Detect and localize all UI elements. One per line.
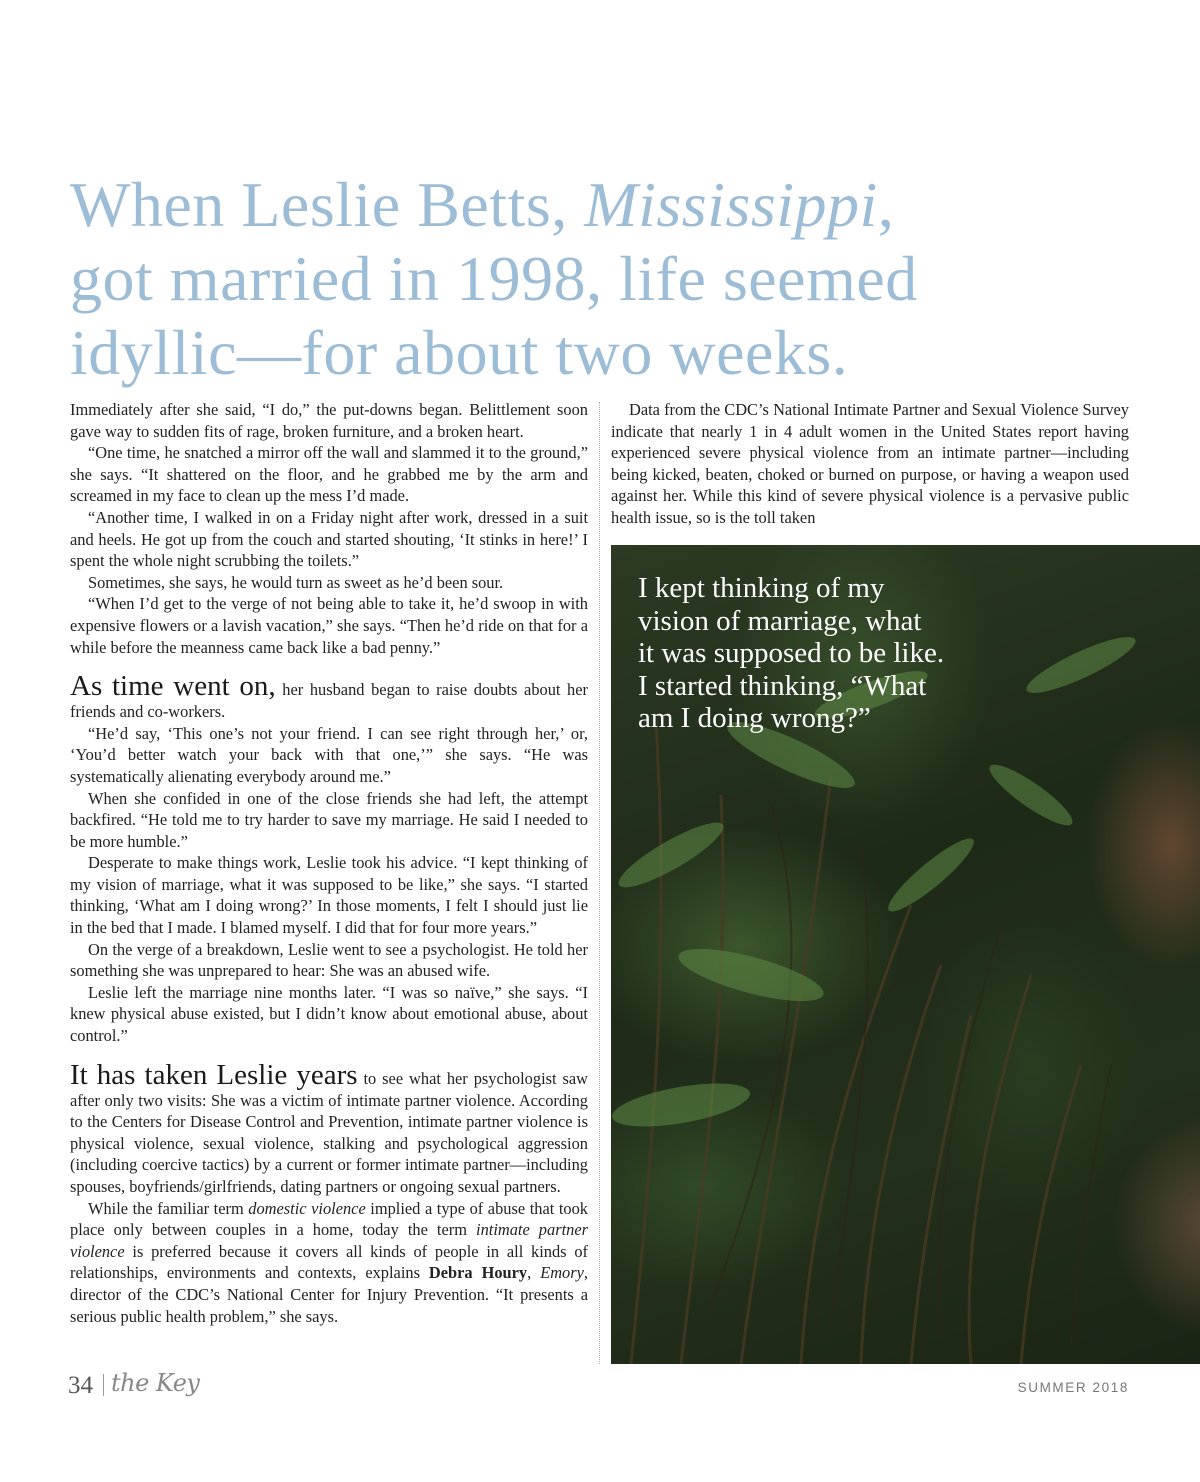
paragraph: Leslie left the marriage nine months later. “I was so naïve,” she says. “I knew physical abuse existed, but I didn’t know about emotional abuse, about control.”	[70, 982, 588, 1046]
paragraph: “When I’d get to the verge of not being able to take it, he’d swoop in with expensive flowers or a lavish vacation,” she says. “Then he’d ride on that for a while before the meanness came back like a bad penny.”	[70, 594, 588, 657]
headline-line-3: idyllic—for about two weeks.	[70, 317, 849, 388]
paragraph: When she confided in one of the close friends she had left, the attempt backfired. “He told me to try harder to save my marriage. He said I needed to be more humble.”	[70, 788, 588, 851]
right-column	[611, 399, 1129, 529]
paragraph: On the verge of a breakdown, Leslie went to see a psychologist. He told her something she was unprepared to hear: She was an abused wife.	[70, 939, 588, 981]
section-lead-paragraph: As time went on, her husband began to raise doubts about her friends and co-workers.	[70, 670, 588, 722]
headline-line-2: got married in 1998, life seemed	[70, 243, 918, 314]
section-lead-paragraph: It has taken Leslie years to see what her psychologist saw after only two visits: She was a victim of intimate partner violence. According to the Centers for Disease Control and Prevention, intimate partner violence is physical violence, sexual violence, stalking and psychological aggression (including coercive tactics) by a current or former intimate partner—including spouses, boyfriends/girlfriends, dating partners or ongoing sexual partners.	[70, 1058, 588, 1196]
affiliation: Emory	[540, 1263, 584, 1283]
paragraph: Data from the CDC’s National Intimate Partner and Sexual Violence Survey indicate that nearly 1 in 4 adult women in the United States report having experienced severe physical violence from an intimate partner—including being kicked, beaten, choked or burned on purpose, or having a weapon used against her. While this kind of severe physical violence is a pervasive public health issue, so is the toll taken	[611, 400, 1129, 527]
pull-quote: I kept thinking of my vision of marriage, what it was supposed to be like. I started thinking, “What am I doing wrong?”	[638, 572, 945, 734]
foliage-photo	[611, 545, 1200, 1364]
left-column	[70, 399, 588, 1327]
issue-label: SUMMER 2018	[1017, 1380, 1129, 1395]
paragraph: “One time, he snatched a mirror off the wall and slammed it to the ground,” she says. “It shattered on the floor, and he grabbed me by the arm and screamed in my face to clean up the mess I’d made.	[70, 443, 588, 506]
paragraph: Desperate to make things work, Leslie took his advice. “I kept thinking of my vision of marriage, what it was supposed to be like,” she says. “I started thinking, ‘What am I doing wrong?’ In those moments, I felt I should just lie in the bed that I made. I blamed myself. I did that for four more years.”	[70, 853, 588, 938]
paragraph: Sometimes, she says, he would turn as sweet as he’d been sour.	[88, 572, 504, 592]
paragraph: “He’d say, ‘This one’s not your friend. I can see right through her,’ or, ‘You’d better watch your back with that one,’” she says. “He was systematically alienating everybody around me.”	[70, 723, 588, 786]
section-lead-in: As time went on,	[70, 670, 276, 703]
column-divider	[599, 402, 600, 1364]
paragraph: Immediately after she said, “I do,” the put-downs began. Belittlement soon gave way to sudden fits of rage, broken furniture, and a broken heart.	[70, 400, 588, 441]
paragraph: “Another time, I walked in on a Friday night after work, dressed in a suit and heels. He got up from the couch and started shouting, ‘It stinks in here!’ I spent the whole night scrubbing the toilets.”	[70, 507, 588, 571]
headline	[70, 168, 1150, 390]
headline-line-1: When Leslie Betts, Mississippi,	[70, 169, 895, 240]
section-lead-in: It has taken Leslie years	[70, 1058, 358, 1091]
magazine-logo: the Key	[111, 1369, 200, 1397]
headline-location: Mississippi	[584, 169, 878, 240]
paragraph: While the familiar term domestic violence implied a type of abuse that took place only between couples in a home, today the term intimate partner violence is preferred because it covers all kinds of people in all kinds of relationships, environments and contexts, explains Debra Houry, Emory, director of the CDC’s National Center for Injury Prevention. “It presents a serious public health problem,” she says.	[70, 1198, 589, 1326]
person-name: Debra Houry	[428, 1263, 528, 1283]
footer-separator	[103, 1374, 104, 1396]
page-number: 34	[68, 1372, 93, 1399]
